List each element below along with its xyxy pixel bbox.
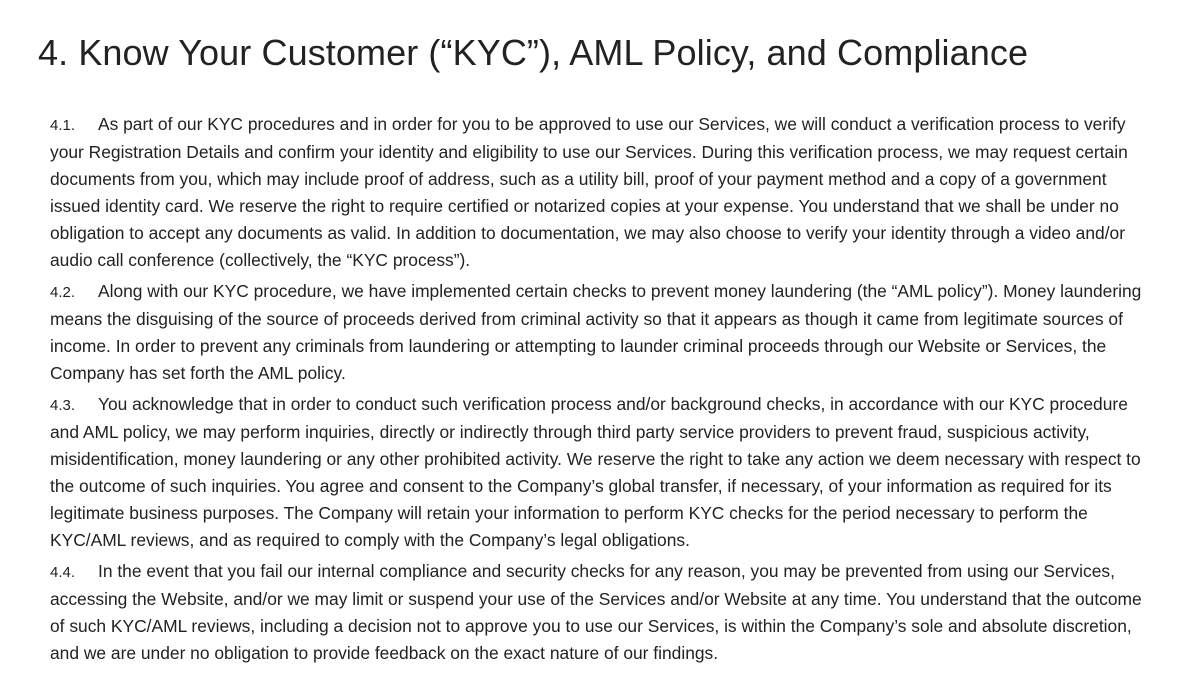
clause-number: 4.1. — [50, 117, 76, 134]
clause-4-3 — [50, 391, 1160, 554]
clause-4-1 — [50, 111, 1160, 274]
clause-list — [50, 111, 1160, 671]
clause-text: As part of our KYC procedures and in order for you to be approved to use our Services, we will conduct a verification process to verify your Registration Details and confirm your identity and eligibility to use our Services. During this verification process, we may request certain documents from you, which may include proof of address, such as a utility bill, proof of your payment method and a copy of a government issued identity card. We reserve the right to require certified or notarized copies at your expense. You understand that we shall be under no obligation to accept any documents as valid. In addition to documentation, we may also choose to verify your identity through a video and/or audio call conference (collectively, the “KYC process”). — [50, 114, 1128, 270]
clause-4-4 — [50, 558, 1160, 667]
clause-4-2 — [50, 278, 1160, 387]
section-title: 4. Know Your Customer (“KYC”), AML Policy, and Compliance — [38, 32, 1029, 73]
clause-text: Along with our KYC procedure, we have implemented certain checks to prevent money laundering (the “AML policy”). Money laundering means the disguising of the source of proceeds derived from criminal activity so that it appears as though it came from legitimate sources of income. In order to prevent any criminals from laundering or attempting to launder criminal proceeds through our Website or Services, the Company has set forth the AML policy. — [50, 281, 1142, 383]
clause-text: In the event that you fail our internal compliance and security checks for any reason, you may be prevented from using our Services, accessing the Website, and/or we may limit or suspend your use of the Services and/or Website at any time. You understand that the outcome of such KYC/AML reviews, including a decision not to approve you to use our Services, is within the Company’s sole and absolute discretion, and we are under no obligation to provide feedback on the exact nature of our findings. — [50, 561, 1142, 663]
clause-number: 4.3. — [50, 397, 76, 414]
clause-number: 4.2. — [50, 284, 76, 301]
clause-number: 4.4. — [50, 564, 76, 581]
clause-text: You acknowledge that in order to conduct such verification process and/or background checks, in accordance with our KYC procedure and AML policy, we may perform inquiries, directly or indirectly through third party service providers to prevent fraud, suspicious activity, misidentification, money laundering or any other prohibited activity. We reserve the right to take any action we deem necessary with respect to the outcome of such inquiries. You agree and consent to the Company’s global transfer, if necessary, of your information as required for its legitimate business purposes. The Company will retain your information to perform KYC checks for the period necessary to perform the KYC/AML reviews, and as required to comply with the Company’s legal obligations. — [50, 394, 1141, 550]
